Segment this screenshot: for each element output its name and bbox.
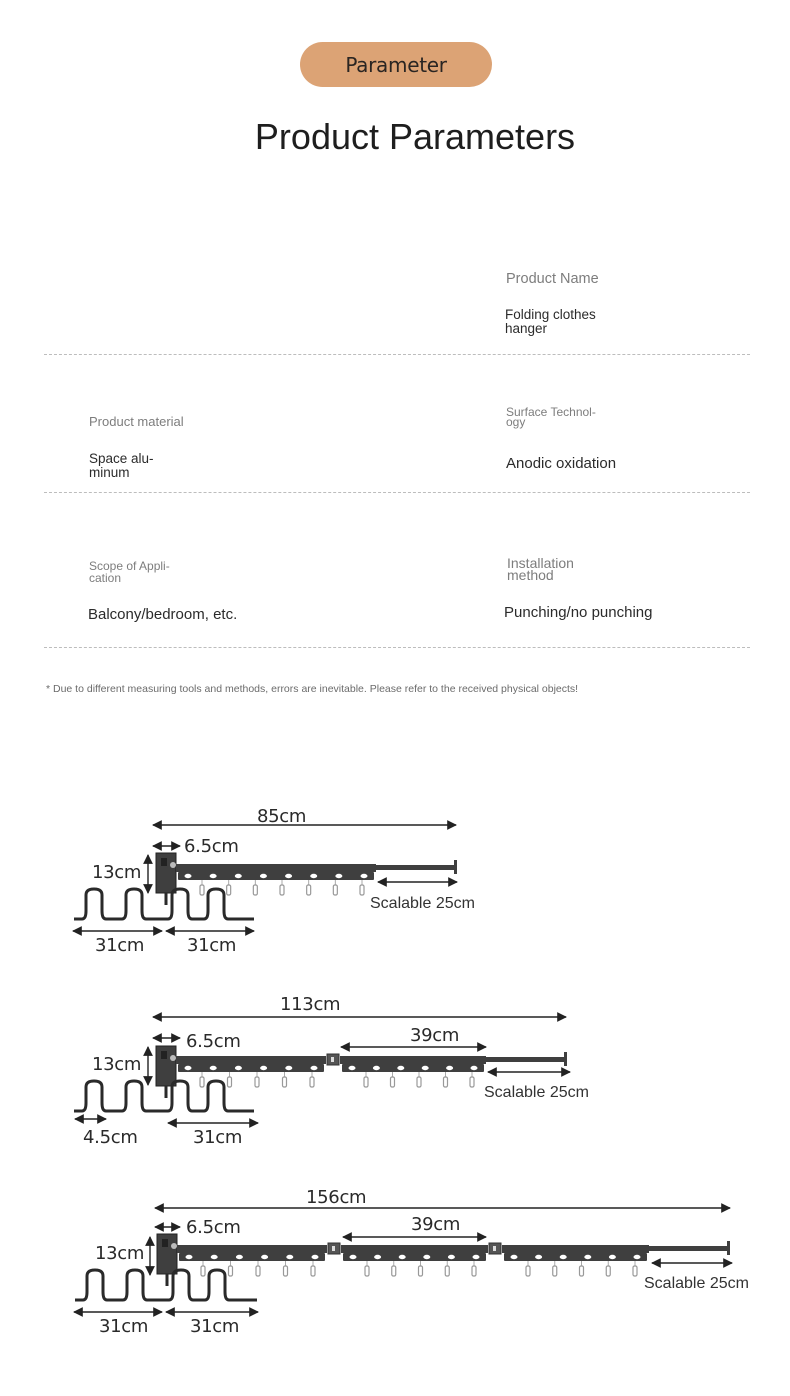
clothes-hook-icon [391,1077,395,1087]
pivot-screw-icon [170,862,176,868]
joint-marker [331,1057,334,1062]
pivot-screw-icon [171,1243,177,1249]
rail-hole [210,1066,217,1070]
rail-hole [473,1255,480,1259]
telescopic-rod-icon [376,865,456,870]
clothes-hook-icon [606,1266,610,1276]
clothes-hook-icon [364,1077,368,1087]
param-label-line: ogy [506,415,526,429]
rail-hole [186,1255,193,1259]
rail-hole [236,1255,243,1259]
mount-height-label: 13cm [92,862,142,883]
clothes-hook-icon [445,1266,449,1276]
bracket-slot [162,1239,168,1247]
rail-hole [350,1255,357,1259]
rail-hole [310,874,317,878]
total-length-label: 85cm [257,806,307,827]
rail-hole [634,1255,641,1259]
clothes-hook-icon [633,1266,637,1276]
clothes-hook-icon [472,1266,476,1276]
param-value-line: Space alu- [89,451,154,466]
clothes-hook-icon [229,1266,233,1276]
clothes-hook-icon [253,885,257,895]
right-width-label: 31cm [193,1127,243,1148]
rail-hole [285,874,292,878]
rail-hole [446,1066,453,1070]
rail-hole [448,1255,455,1259]
left-width-label: 4.5cm [83,1127,138,1148]
param-label-product-name: Product Name [506,271,599,287]
section-length-label: 39cm [410,1025,460,1046]
clothes-hook-icon [333,885,337,895]
mount-height-label: 13cm [95,1243,145,1264]
rail-hole [374,1255,381,1259]
clothes-hook-icon [580,1266,584,1276]
clothes-hook-icon [284,1266,288,1276]
param-label-line: cation [89,571,122,585]
pivot-screw-icon [170,1055,176,1061]
parameter-badge: Parameter [300,42,492,87]
rail-hole [286,1255,293,1259]
clothes-hook-icon [227,885,231,895]
measurement-note: * Due to different measuring tools and methods, errors are inevitable. Please refer to the received physical objects! [46,683,579,695]
rail-hole [609,1255,616,1259]
clothes-hook-icon [280,885,284,895]
clothes-hook-icon [311,1266,315,1276]
rail-hole [285,1066,292,1070]
right-width-label: 31cm [190,1316,240,1337]
param-value-line: Folding clothes [505,307,596,322]
clothes-hook-icon [255,1077,259,1087]
mount-width-label: 6.5cm [184,836,239,857]
rail-section-2-icon [341,1245,488,1253]
clothes-hook-icon [553,1266,557,1276]
total-length-label: 156cm [306,1187,367,1208]
bracket-slot [161,858,167,866]
rod-end-cap [564,1052,567,1066]
rail-hole [422,1066,429,1070]
mount-width-label: 6.5cm [186,1031,241,1052]
telescopic-rod-icon [649,1246,729,1251]
clothes-hook-icon [256,1266,260,1276]
section-length-label: 39cm [411,1214,461,1235]
param-label-material: Product material [89,414,184,429]
rail-section-1-icon [176,1056,326,1064]
rail-section-1-icon [176,864,376,872]
rail-hole [373,1066,380,1070]
rail-lower [178,872,374,880]
rail-hole [235,874,242,878]
rail-lower [179,1253,325,1261]
left-width-label: 31cm [95,935,145,956]
rail-section-2-icon [340,1056,486,1064]
rail-hole [511,1255,518,1259]
clothes-hook-icon [417,1077,421,1087]
clothes-hook-icon [392,1266,396,1276]
clothes-hook-icon [228,1077,232,1087]
mount-width-label: 6.5cm [186,1217,241,1238]
rail-hole [349,1066,356,1070]
rail-hole [235,1066,242,1070]
clothes-hook-icon [310,1077,314,1087]
joint-marker [493,1246,496,1251]
rail-hole [535,1255,542,1259]
rail-section-3-icon [502,1245,649,1253]
clothes-hook-icon [419,1266,423,1276]
scalable-label: Scalable 25cm [370,895,475,912]
clothes-hook-icon [200,1077,204,1087]
bracket-slot [161,1051,167,1059]
rail-hole [311,1066,318,1070]
rail-hole [361,874,368,878]
clothes-hook-icon [307,885,311,895]
right-width-label: 31cm [187,935,237,956]
clothes-hook-icon [201,1266,205,1276]
clothes-hook-icon [470,1077,474,1087]
total-length-label: 113cm [280,994,341,1015]
clothes-hook-icon [200,885,204,895]
rail-lower [504,1253,647,1261]
param-label-line: Installation [507,555,574,571]
left-width-label: 31cm [99,1316,149,1337]
clothes-hook-icon [283,1077,287,1087]
clothes-hook-icon [365,1266,369,1276]
scalable-label: Scalable 25cm [644,1275,749,1292]
rail-hole [560,1255,567,1259]
param-value-scope: Balcony/bedroom, etc. [88,606,238,623]
rail-lower [343,1253,486,1261]
scalable-label: Scalable 25cm [484,1084,589,1101]
rail-hole [260,1066,267,1070]
rod-end-cap [727,1241,730,1255]
clothes-hook-icon [526,1266,530,1276]
rail-hole [471,1066,478,1070]
rail-hole [584,1255,591,1259]
rail-hole [423,1255,430,1259]
clothes-hook-icon [444,1077,448,1087]
rail-hole [261,1255,268,1259]
rail-hole [260,874,267,878]
rail-lower [178,1064,324,1072]
rod-end-cap [454,860,457,874]
rail-hole [335,874,342,878]
param-label-line: method [507,567,554,583]
rail-hole [211,1255,218,1259]
clothes-hook-icon [360,885,364,895]
rail-hole [312,1255,319,1259]
mount-height-label: 13cm [92,1054,142,1075]
param-value-surface: Anodic oxidation [506,455,617,472]
param-value-line: hanger [505,321,548,336]
param-value-installation: Punching/no punching [504,604,653,621]
rail-hole [397,1066,404,1070]
rail-section-1-icon [177,1245,327,1253]
param-label-line: Surface Technol- [506,405,596,419]
telescopic-rod-icon [486,1057,566,1062]
joint-marker [332,1246,335,1251]
param-value-line: minum [89,465,130,480]
rail-hole [185,874,192,878]
rail-hole [399,1255,406,1259]
param-label-line: Scope of Appli- [89,559,170,573]
rail-lower [342,1064,484,1072]
page-title: Product Parameters [254,116,576,157]
rail-hole [210,874,217,878]
rail-hole [185,1066,192,1070]
